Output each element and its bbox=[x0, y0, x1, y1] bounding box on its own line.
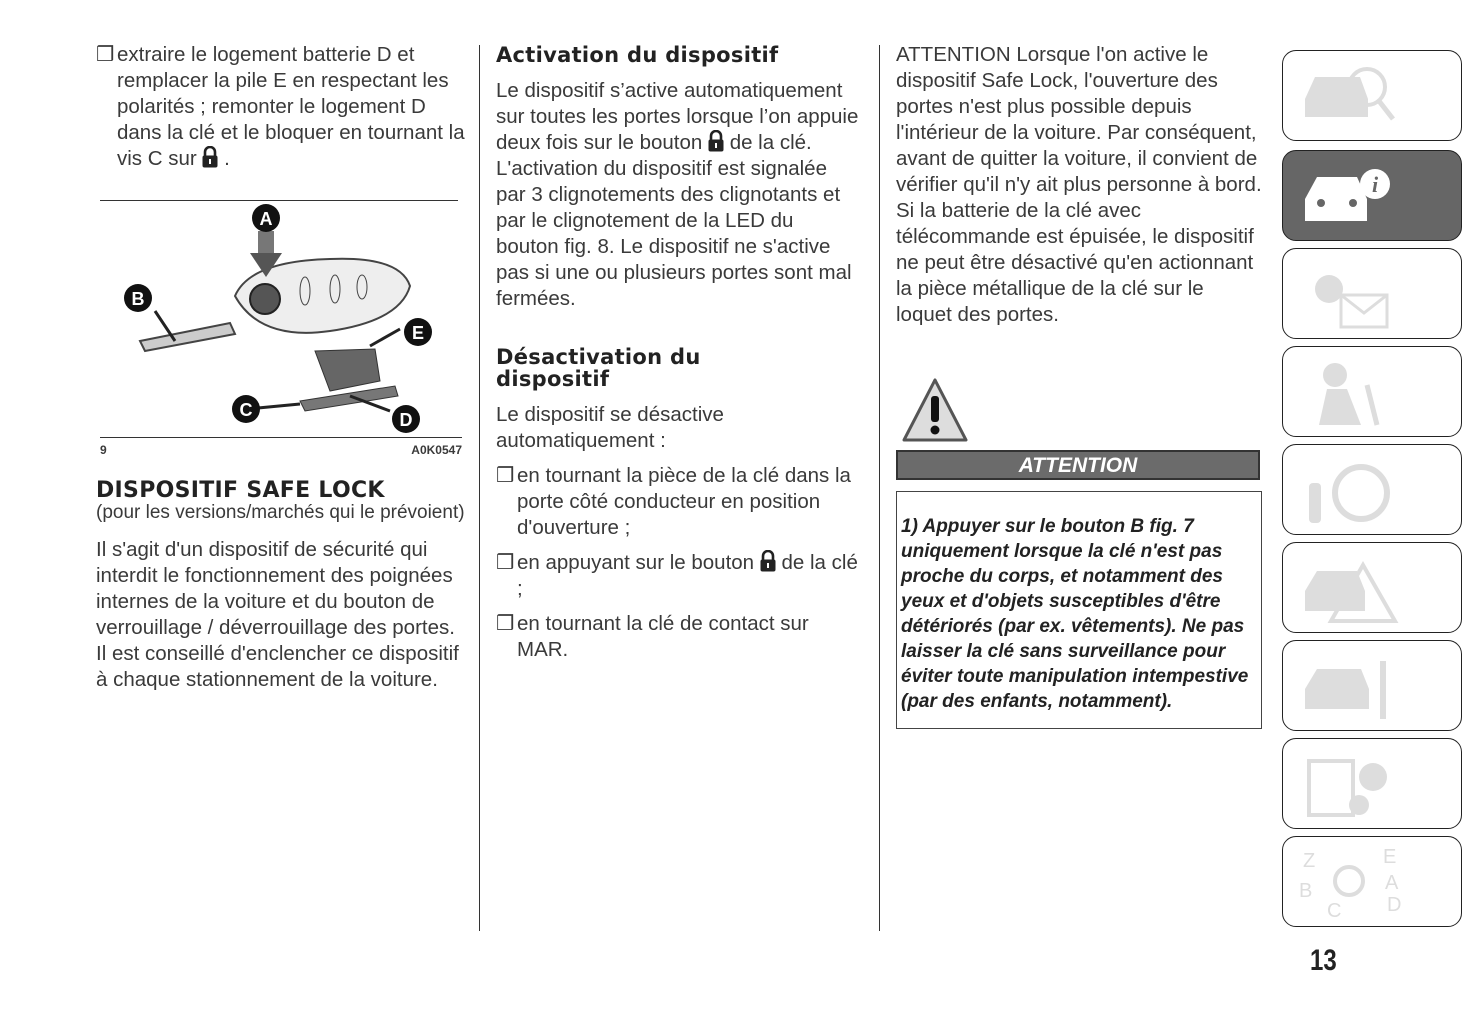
car-warning-icon bbox=[1297, 551, 1397, 626]
label-c: C bbox=[239, 400, 253, 420]
figure-caption bbox=[100, 437, 462, 468]
attention-box: 1) Appuyer sur le bouton B fig. 7 uniquement lorsque la clé n'est pas proche du corps, et notamment des yeux et d'objets susceptibles d'être détériorés (par ex. vêtements). Ne pas laisser la clé sans surveillance pour éviter toute manipulation intempestive (par des enfants, notamment). bbox=[896, 491, 1262, 729]
index-alphabet-icon bbox=[1297, 845, 1402, 922]
bullet-text: en tournant la pièce de la clé dans la porte côté conducteur en position d'ouverture ; bbox=[517, 464, 851, 539]
bullet-glyph: ❒ bbox=[96, 43, 115, 66]
attention-paragraph: ATTENTION Lorsque l'on active le dispositif Safe Lock, l'ouverture des portes n'est plus possible depuis l'intérieur de la voiture. Par conséquent, avant de quitter la voiture, il convient de vérifier qu'il n'y ait plus personne à bord. Si la batterie de la clé avec télécommande est épuisée, le dispositif ne peut être désactivé qu'en actionnant la pièce métallique de la clé sur le loquet des portes. bbox=[896, 43, 1262, 326]
svg-text:B: B bbox=[1299, 880, 1313, 902]
bullet-item bbox=[496, 611, 861, 663]
heading-deactivation: Désactivation du dispositif bbox=[496, 345, 701, 391]
page-number: 13 bbox=[1310, 944, 1337, 977]
bullet-glyph: ❒ bbox=[496, 464, 515, 487]
svg-text:C: C bbox=[1327, 900, 1342, 922]
column-3 bbox=[896, 42, 1264, 729]
document-gear-icon bbox=[1297, 747, 1397, 822]
attention-banner: ATTENTION bbox=[896, 450, 1260, 480]
svg-text:Z: Z bbox=[1303, 850, 1316, 872]
section-heading-safe-lock: DISPOSITIF SAFE LOCK bbox=[96, 478, 385, 503]
bullet-glyph: ❒ bbox=[496, 612, 515, 635]
body-paragraph: Il s'agit d'un dispositif de sécurité qui interdit le fonctionnement des poignées internes de la voiture et du bouton de verrouillage / déverrouillage des portes. Il est conseillé d'enclencher ce dispositif à chaque stationnement de la voiture. bbox=[96, 538, 459, 691]
figure-code: A0K0547 bbox=[411, 443, 462, 457]
bullet-text-cont: de la clé ; bbox=[517, 551, 858, 600]
svg-text:i: i bbox=[1371, 172, 1379, 197]
airbag-seat-icon bbox=[1297, 355, 1397, 430]
activation-text-cont: de la clé. L'activation du dispositif est signalée par 3 clignotements des clignotants et par le clignotement de la LED du bouton fig. 8. Le dispositif ne s'active pas si une ou plusieurs portes sont mal fermées. bbox=[496, 131, 852, 310]
label-b: B bbox=[131, 289, 145, 309]
bullet-text: extraire le logement batterie D et remplacer la pile E en respectant les polarités ; remonter le logement D dans la clé et le bloquer en tournant la vis C sur bbox=[117, 43, 465, 170]
tab-emergency[interactable] bbox=[1282, 542, 1462, 633]
bullet-glyph: ❒ bbox=[496, 551, 515, 574]
bullet-text: en tournant la clé de contact sur MAR. bbox=[517, 612, 809, 661]
tab-technical-data[interactable] bbox=[1282, 738, 1462, 829]
car-wrench-icon bbox=[1297, 649, 1397, 724]
figure-key bbox=[100, 200, 458, 437]
tab-car-info[interactable] bbox=[1282, 150, 1462, 241]
activation-paragraph bbox=[496, 78, 861, 312]
svg-text:E: E bbox=[1383, 846, 1397, 868]
bullet-item bbox=[496, 463, 861, 541]
lock-icon bbox=[760, 550, 776, 572]
key-illustration bbox=[100, 201, 458, 437]
bullet-text: en appuyant sur le bouton bbox=[517, 551, 755, 574]
svg-text:D: D bbox=[1387, 894, 1402, 916]
column-divider bbox=[479, 45, 480, 931]
label-a: A bbox=[259, 209, 273, 229]
tab-safety[interactable] bbox=[1282, 346, 1462, 437]
section-subheading: (pour les versions/marchés qui le prévoient) bbox=[96, 502, 465, 523]
svg-text:A: A bbox=[1385, 872, 1399, 894]
car-search-icon bbox=[1297, 59, 1397, 134]
column-1 bbox=[96, 42, 468, 702]
warning-triangle-icon bbox=[900, 376, 970, 448]
lock-icon bbox=[202, 146, 218, 168]
activation-text: Le dispositif s’active automatiquement sur toutes les portes lorsque l’on appuie deux fois sur le bouton bbox=[496, 79, 859, 154]
tab-index[interactable] bbox=[1282, 836, 1462, 927]
figure-number: 9 bbox=[100, 443, 107, 457]
lock-icon bbox=[708, 130, 724, 152]
bullet-end: . bbox=[224, 147, 230, 170]
deactivation-paragraph: Le dispositif se désactive automatiquement : bbox=[496, 403, 724, 452]
label-e: E bbox=[411, 323, 425, 343]
column-2 bbox=[496, 42, 861, 672]
tab-starting-driving[interactable] bbox=[1282, 444, 1462, 535]
bullet-item bbox=[496, 550, 861, 602]
bullet-item bbox=[96, 42, 468, 172]
column-divider bbox=[879, 45, 880, 931]
key-steering-wheel-icon bbox=[1297, 453, 1397, 528]
car-info-icon bbox=[1297, 159, 1397, 234]
tab-car-search[interactable] bbox=[1282, 50, 1462, 141]
tab-warning-lights[interactable] bbox=[1282, 248, 1462, 339]
tab-maintenance[interactable] bbox=[1282, 640, 1462, 731]
heading-activation: Activation du dispositif bbox=[496, 43, 779, 67]
label-d: D bbox=[399, 410, 413, 430]
warning-light-message-icon bbox=[1297, 257, 1397, 332]
